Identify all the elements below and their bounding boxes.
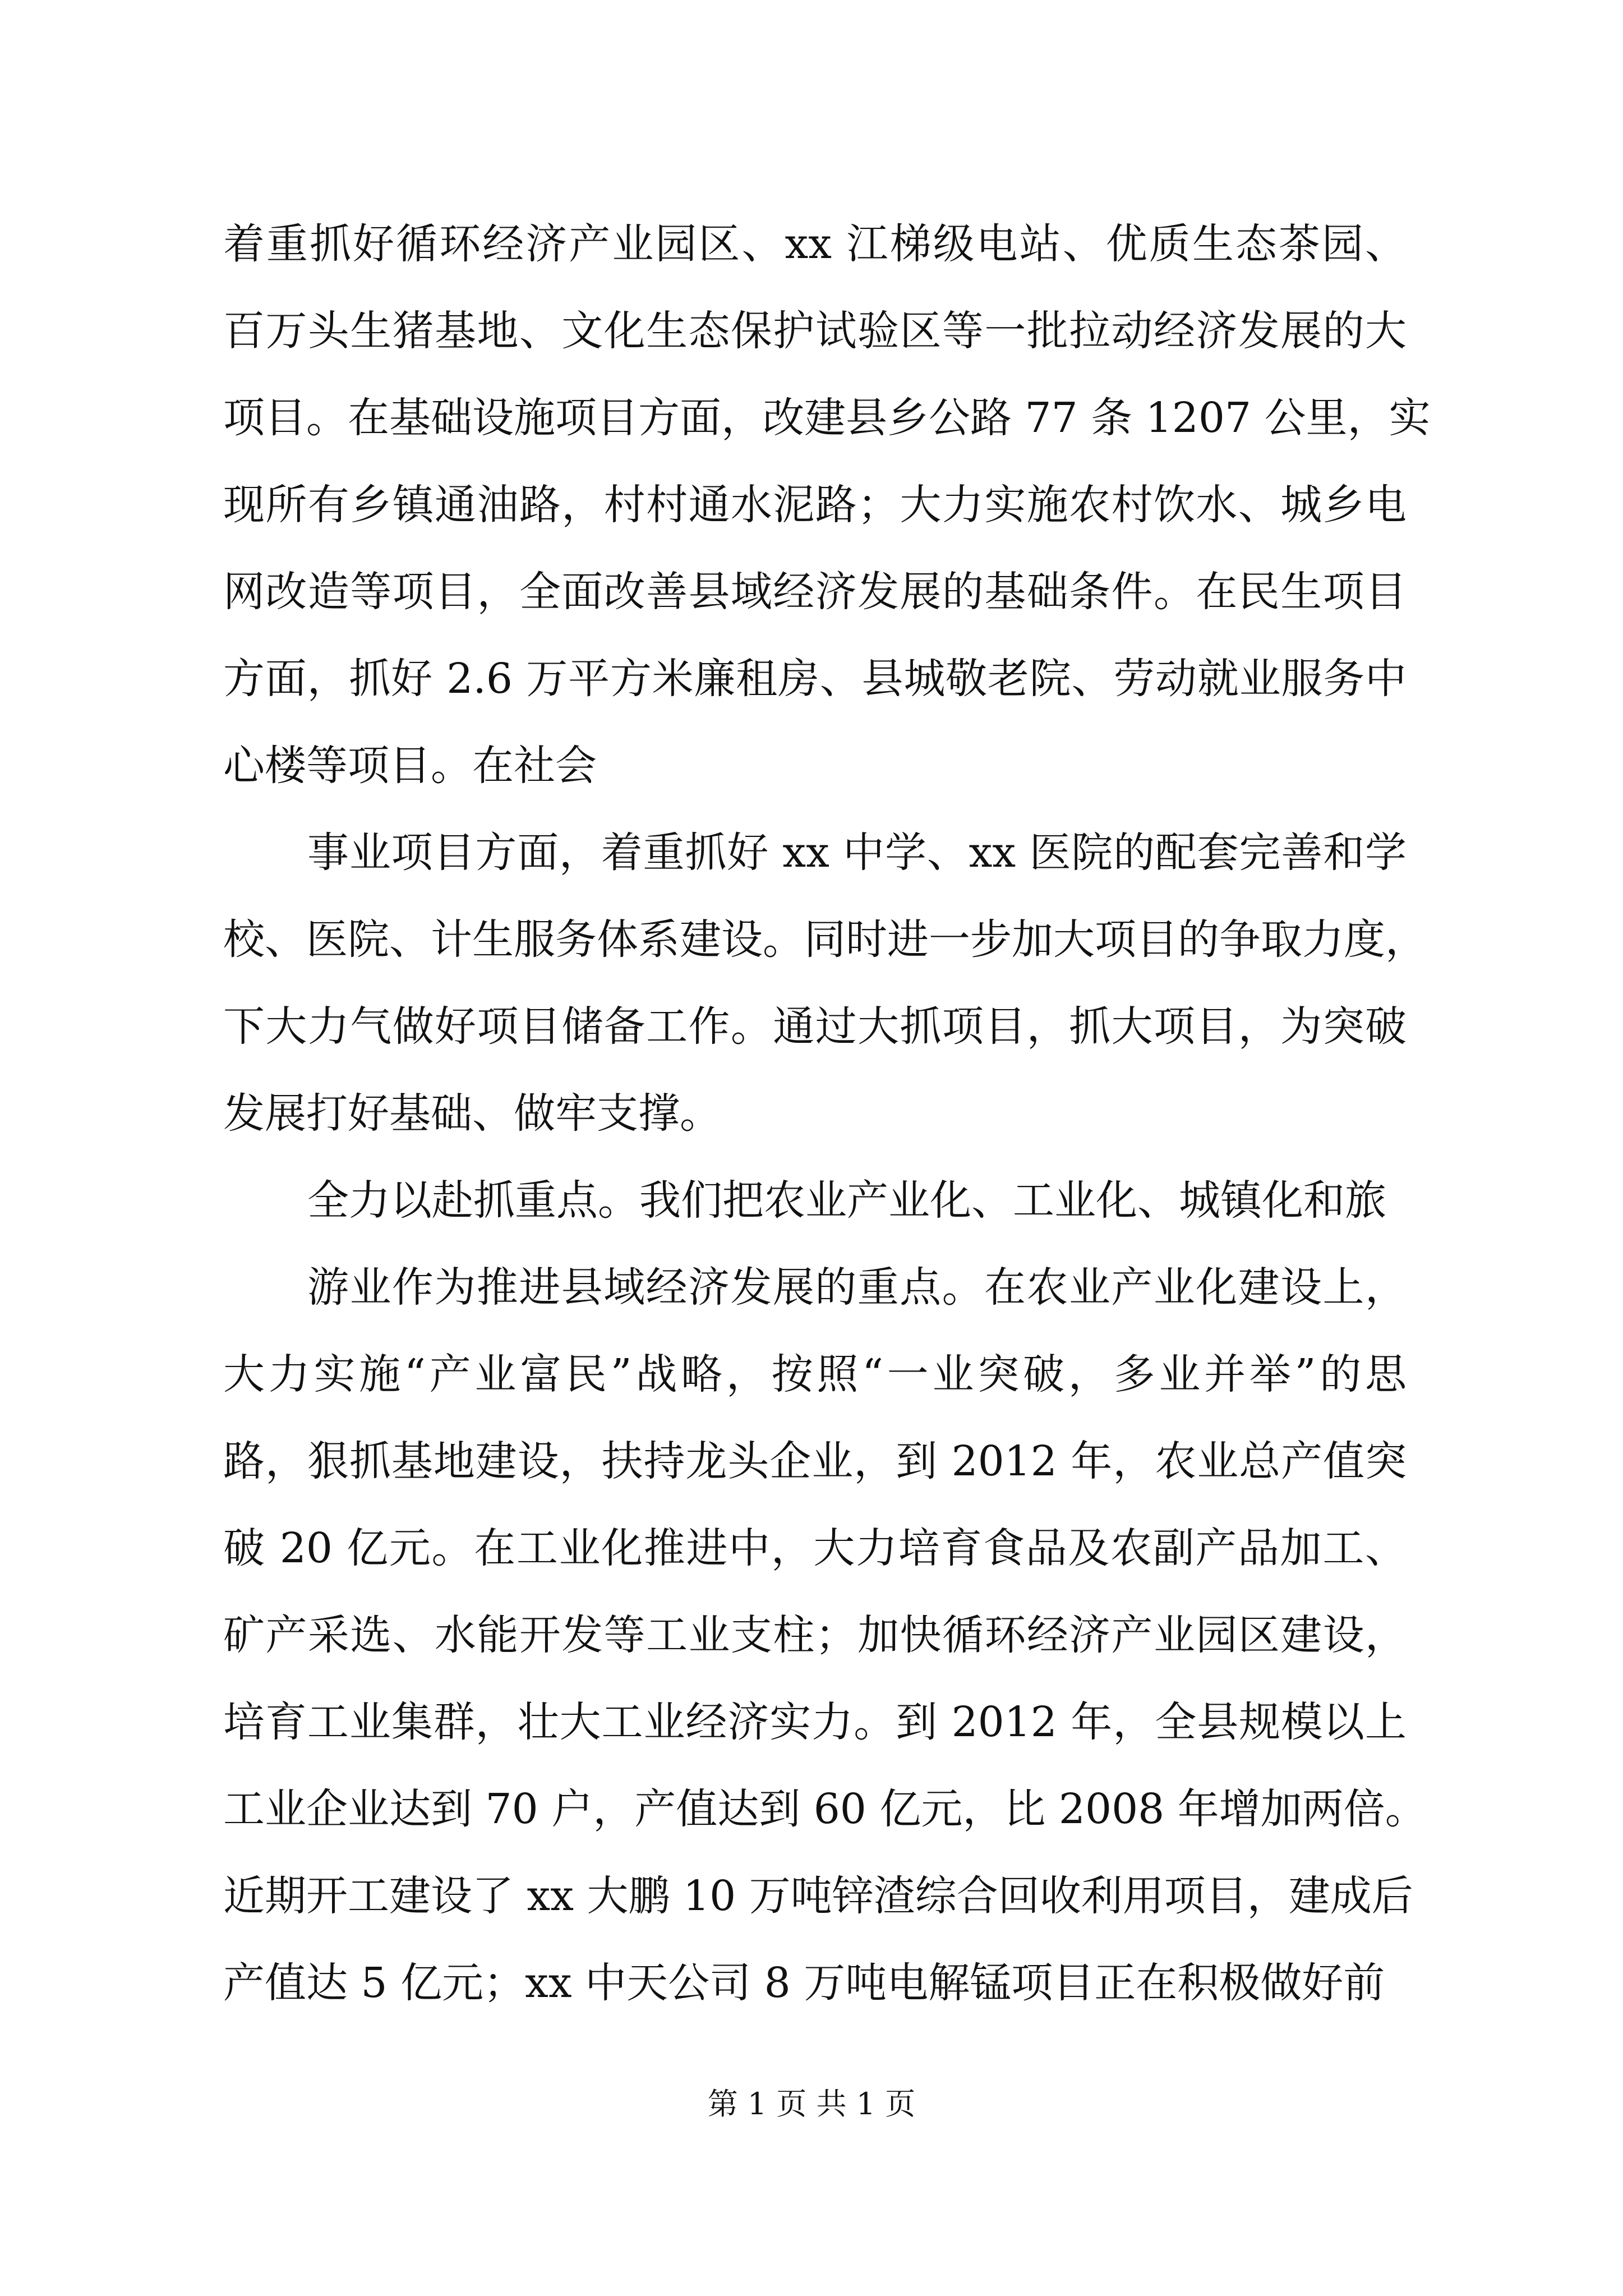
text-line: 游业作为推进县域经济发展的重点。在农业产业化建设上， [307, 1263, 1407, 1312]
text-line: 路，狠抓基地建设，扶持龙头企业，到 2012 年，农业总产值突 [223, 1437, 1407, 1485]
text-line: 近期开工建设了 xx 大鹏 10 万吨锌渣综合回收利用项目，建成后 [223, 1872, 1413, 1920]
paragraph [223, 1244, 1427, 2027]
text-line: 矿产采选、水能开发等工业支柱；加快循环经济产业园区建设， [223, 1611, 1407, 1659]
page-footer: 第 1 页 共 1 页 [707, 2086, 916, 2122]
paragraph [223, 201, 1431, 809]
text-line: 产值达 5 亿元；xx 中天公司 8 万吨电解锰项目正在积极做好前 [223, 1959, 1385, 2007]
text-line: 工业企业达到 70 户，产值达到 60 亿元，比 2008 年增加两倍。 [223, 1785, 1427, 1833]
text-line: 发展打好基础、做牢支撑。 [223, 1089, 721, 1138]
text-line: 百万头生猪基地、文化生态保护试验区等一批拉动经济发展的大 [223, 307, 1407, 355]
text-line: 项目。在基础设施项目方面，改建县乡公路 77 条 1207 公里，实 [223, 394, 1431, 442]
text-line: 下大力气做好项目储备工作。通过大抓项目，抓大项目，为突破 [223, 1002, 1407, 1051]
text-line: 网改造等项目，全面改善县域经济发展的基础条件。在民生项目 [223, 568, 1407, 616]
text-line: 全力以赴抓重点。我们把农业产业化、工业化、城镇化和旅 [307, 1176, 1386, 1225]
text-line: 现所有乡镇通油路，村村通水泥路；大力实施农村饮水、城乡电 [223, 481, 1407, 529]
text-line: 破 20 亿元。在工业化推进中，大力培育食品及农副产品加工、 [223, 1524, 1407, 1572]
text-line: 方面，抓好 2.6 万平方米廉租房、县城敬老院、劳动就业服务中 [223, 655, 1407, 703]
text-line: 事业项目方面，着重抓好 xx 中学、xx 医院的配套完善和学 [307, 829, 1407, 877]
text-line: 着重抓好循环经济产业园区、xx 江梯级电站、优质生态茶园、 [223, 220, 1407, 268]
text-line: 校、医院、计生服务体系建设。同时进一步加大项目的争取力度， [223, 915, 1427, 964]
paragraph [223, 1157, 1407, 1244]
paragraph [223, 809, 1427, 1157]
text-line: 培育工业集群，壮大工业经济实力。到 2012 年，全县规模以上 [223, 1698, 1407, 1746]
text-line: 心楼等项目。在社会 [223, 742, 597, 790]
text-line: 大力实施“产业富民”战略，按照“一业突破，多业并举”的思 [223, 1350, 1407, 1398]
body-text [223, 201, 1431, 2027]
